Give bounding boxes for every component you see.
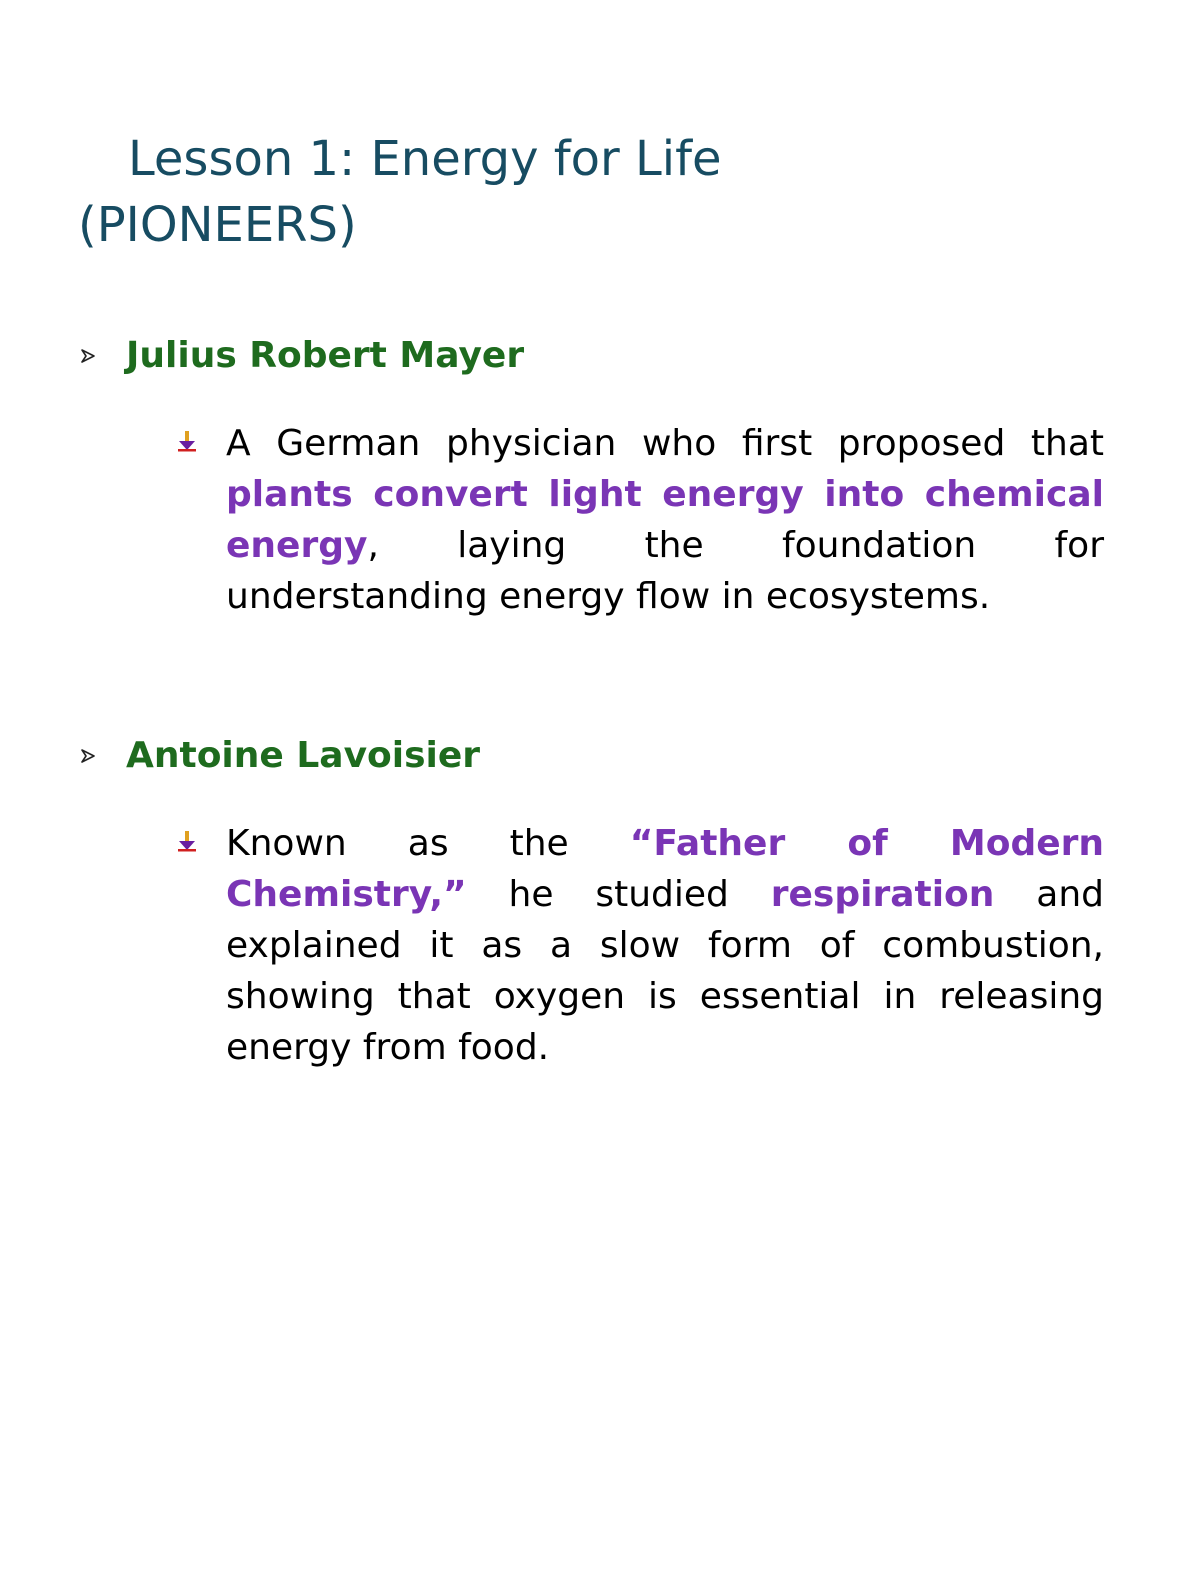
- page-title-line-1: Lesson 1: Energy for Life: [128, 131, 722, 187]
- paragraph-text: , laying the foundation for understanding energy flow in ecosystems.: [226, 525, 1104, 617]
- list-item: [78, 418, 1118, 622]
- arrowhead-icon: [80, 748, 96, 764]
- section-heading-row: [78, 730, 1118, 782]
- section-heading: Julius Robert Mayer: [126, 335, 525, 376]
- highlight-text: “Father of Modern Chemistry,”: [226, 823, 1105, 915]
- paragraph-text: and explained it as a slow form of combustion, showing that oxygen is essential in releasing energy from food.: [226, 874, 1104, 1068]
- paragraph-text: Known as the: [226, 823, 630, 864]
- arrowhead-icon: [80, 348, 96, 364]
- section-heading-row: [78, 330, 1118, 382]
- highlight-text: plants convert light energy into chemical energy: [226, 474, 1104, 566]
- section-mayer: [78, 330, 1118, 658]
- paragraph-text: A German physician who first proposed that: [226, 423, 1104, 464]
- highlight-text: respiration: [770, 874, 995, 915]
- down-arrow-bullet-icon: [176, 430, 198, 452]
- section-heading: Antoine Lavoisier: [126, 735, 481, 776]
- list-item: [78, 818, 1118, 1073]
- paragraph-text: he studied: [466, 874, 771, 915]
- page-title-line-2: (PIONEERS): [78, 197, 357, 253]
- item-paragraph: [226, 418, 1104, 622]
- section-lavoisier: [78, 730, 1118, 1109]
- down-arrow-bullet-icon: [176, 830, 198, 852]
- item-paragraph: [226, 818, 1104, 1073]
- page-title: [78, 126, 1078, 258]
